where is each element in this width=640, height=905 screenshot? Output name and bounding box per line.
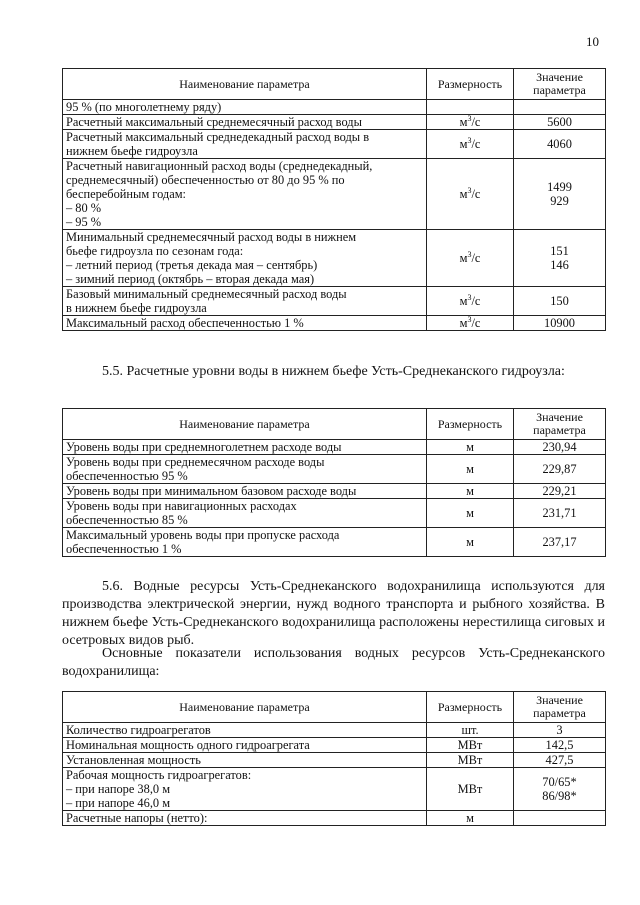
table-row bbox=[63, 316, 606, 331]
unit-base: м bbox=[466, 811, 474, 825]
param-value bbox=[514, 768, 606, 811]
header-value bbox=[514, 409, 606, 440]
param-name-line: бьефе гидроузла по сезонам года: bbox=[66, 244, 244, 258]
param-value-line: 229,87 bbox=[542, 462, 577, 476]
param-name-line: Уровень воды при минимальном базовом расходе воды bbox=[66, 484, 357, 498]
header-unit: Размерность bbox=[427, 409, 514, 440]
unit-base: м bbox=[466, 535, 474, 549]
unit-suffix: /с bbox=[471, 316, 481, 330]
param-value-line: 427,5 bbox=[545, 753, 574, 767]
unit-base: м bbox=[459, 316, 468, 330]
unit-base: м bbox=[459, 251, 468, 265]
param-value-line: 237,17 bbox=[542, 535, 577, 549]
table-row bbox=[63, 115, 606, 130]
param-name bbox=[63, 723, 427, 738]
param-value-line: 5600 bbox=[547, 115, 572, 129]
param-name-line: 95 % (по многолетнему ряду) bbox=[66, 100, 222, 114]
param-value-line: 150 bbox=[550, 294, 569, 308]
param-value-line: 230,94 bbox=[542, 440, 577, 454]
table-row bbox=[63, 528, 606, 557]
param-unit bbox=[427, 455, 514, 484]
header-value-line2: параметра bbox=[533, 706, 586, 720]
table-row bbox=[63, 753, 606, 768]
param-value bbox=[514, 159, 606, 230]
param-name-line: Рабочая мощность гидроагрегатов: bbox=[66, 768, 252, 782]
param-name bbox=[63, 768, 427, 811]
param-name-line: – при напоре 46,0 м bbox=[66, 796, 171, 810]
unit-base: м bbox=[466, 462, 474, 476]
param-unit bbox=[427, 499, 514, 528]
param-unit bbox=[427, 811, 514, 826]
param-name bbox=[63, 499, 427, 528]
table-row bbox=[63, 484, 606, 499]
unit-base: МВт bbox=[457, 753, 483, 767]
param-name-line: обеспеченностью 85 % bbox=[66, 513, 188, 527]
param-unit bbox=[427, 768, 514, 811]
param-unit bbox=[427, 484, 514, 499]
table-row bbox=[63, 723, 606, 738]
unit-base: м bbox=[466, 440, 474, 454]
header-value-line2: параметра bbox=[533, 423, 586, 437]
param-value-line: 142,5 bbox=[545, 738, 574, 752]
param-name-line: бесперебойным годам: bbox=[66, 187, 186, 201]
param-name-line: Уровень воды при среднемесячном расходе воды bbox=[66, 455, 325, 469]
param-value bbox=[514, 753, 606, 768]
param-value bbox=[514, 528, 606, 557]
param-name bbox=[63, 115, 427, 130]
water-use-indicators-table bbox=[62, 691, 606, 826]
unit-base: м bbox=[459, 187, 468, 201]
unit-superscript: 3 bbox=[467, 249, 472, 259]
table-header-row bbox=[63, 409, 606, 440]
param-value-line: 151 bbox=[550, 244, 569, 258]
param-name-line: – зимний период (октябрь – вторая декада мая) bbox=[66, 272, 315, 286]
header-value-line2: параметра bbox=[533, 83, 586, 97]
param-value bbox=[514, 738, 606, 753]
param-name-line: – 80 % bbox=[66, 201, 102, 215]
param-unit bbox=[427, 440, 514, 455]
param-unit bbox=[427, 528, 514, 557]
param-unit bbox=[427, 287, 514, 316]
header-name: Наименование параметра bbox=[63, 69, 427, 100]
unit-base: МВт bbox=[457, 782, 483, 796]
param-value bbox=[514, 484, 606, 499]
param-unit bbox=[427, 723, 514, 738]
param-unit bbox=[427, 316, 514, 331]
header-unit: Размерность bbox=[427, 692, 514, 723]
param-name-line: – летний период (третья декада мая – сентябрь) bbox=[66, 258, 318, 272]
param-name-line: Расчетные напоры (нетто): bbox=[66, 811, 208, 825]
param-name-line: Количество гидроагрегатов bbox=[66, 723, 211, 737]
unit-base: м bbox=[466, 484, 474, 498]
table-row bbox=[63, 499, 606, 528]
header-value-line1: Значение bbox=[536, 410, 583, 424]
param-name bbox=[63, 316, 427, 331]
param-name-line: Расчетный навигационный расход воды (среднедекадный, bbox=[66, 159, 373, 173]
param-unit bbox=[427, 100, 514, 115]
param-value bbox=[514, 499, 606, 528]
param-value-line: 4060 bbox=[547, 137, 572, 151]
param-name-line: Расчетный максимальный среднемесячный расход воды bbox=[66, 115, 362, 129]
table-row bbox=[63, 130, 606, 159]
unit-base: м bbox=[466, 506, 474, 520]
param-name-line: Номинальная мощность одного гидроагрегата bbox=[66, 738, 310, 752]
unit-superscript: 3 bbox=[467, 292, 472, 302]
table-row bbox=[63, 455, 606, 484]
param-name bbox=[63, 528, 427, 557]
header-unit: Размерность bbox=[427, 69, 514, 100]
unit-base: МВт bbox=[457, 738, 483, 752]
param-name-line: Уровень воды при навигационных расходах bbox=[66, 499, 297, 513]
param-value bbox=[514, 130, 606, 159]
param-value-line: 929 bbox=[550, 194, 569, 208]
header-value-line1: Значение bbox=[536, 693, 583, 707]
table-row bbox=[63, 768, 606, 811]
param-value bbox=[514, 287, 606, 316]
unit-suffix: /с bbox=[471, 137, 481, 151]
unit-superscript: 3 bbox=[467, 135, 472, 145]
water-discharge-table bbox=[62, 68, 606, 331]
table-row bbox=[63, 811, 606, 826]
param-name bbox=[63, 130, 427, 159]
param-value bbox=[514, 455, 606, 484]
param-name-line: Уровень воды при среднемноголетнем расходе воды bbox=[66, 440, 342, 454]
param-name-line: Установленная мощность bbox=[66, 753, 201, 767]
param-name bbox=[63, 230, 427, 287]
unit-base: м bbox=[459, 137, 468, 151]
param-value-line: 231,71 bbox=[542, 506, 577, 520]
param-name-line: нижнем бьефе гидроузла bbox=[66, 144, 198, 158]
param-value bbox=[514, 115, 606, 130]
param-value bbox=[514, 440, 606, 455]
param-name-line: обеспеченностью 95 % bbox=[66, 469, 188, 483]
table-row bbox=[63, 230, 606, 287]
param-name bbox=[63, 811, 427, 826]
param-value-line: 3 bbox=[556, 723, 563, 737]
section-5-6-text: 5.6. Водные ресурсы Усть-Среднеканского водохранилища используются для производства электрической энергии, нужд водного транспорта и рыбного хозяйства. В нижнем бьефе Усть-Среднеканского водохранилища расположены нерестилища сиговых и осетровых видов рыб. bbox=[62, 579, 605, 648]
param-name bbox=[63, 287, 427, 316]
param-name-line: Базовый минимальный среднемесячный расход воды bbox=[66, 287, 347, 301]
param-value-line: 229,21 bbox=[542, 484, 577, 498]
unit-suffix: /с bbox=[471, 187, 481, 201]
param-name-line: – 95 % bbox=[66, 215, 102, 229]
param-name-line: в нижнем бьефе гидроузла bbox=[66, 301, 207, 315]
header-value bbox=[514, 69, 606, 100]
param-value bbox=[514, 230, 606, 287]
param-name bbox=[63, 738, 427, 753]
section-5-5-text: 5.5. Расчетные уровни воды в нижнем бьефе Усть-Среднеканского гидроузла: bbox=[102, 364, 565, 379]
header-value-line1: Значение bbox=[536, 70, 583, 84]
param-value-line: 146 bbox=[550, 258, 569, 272]
unit-superscript: 3 bbox=[467, 314, 472, 324]
param-name bbox=[63, 753, 427, 768]
param-unit bbox=[427, 753, 514, 768]
unit-suffix: /с bbox=[471, 115, 481, 129]
param-value-line: 70/65* bbox=[542, 775, 577, 789]
param-value bbox=[514, 723, 606, 738]
param-name bbox=[63, 100, 427, 115]
param-name-line: Максимальный расход обеспеченностью 1 % bbox=[66, 316, 304, 330]
unit-suffix: /с bbox=[471, 294, 481, 308]
param-name bbox=[63, 455, 427, 484]
table-row bbox=[63, 100, 606, 115]
unit-suffix: /с bbox=[471, 251, 481, 265]
param-value-line: 86/98* bbox=[542, 789, 577, 803]
param-name bbox=[63, 484, 427, 499]
param-name bbox=[63, 159, 427, 230]
param-unit bbox=[427, 130, 514, 159]
header-name: Наименование параметра bbox=[63, 692, 427, 723]
unit-base: шт. bbox=[461, 723, 479, 737]
param-name-line: обеспеченностью 1 % bbox=[66, 542, 182, 556]
param-name-line: – при напоре 38,0 м bbox=[66, 782, 171, 796]
unit-superscript: 3 bbox=[467, 185, 472, 195]
param-unit bbox=[427, 115, 514, 130]
param-value bbox=[514, 100, 606, 115]
table-row bbox=[63, 440, 606, 455]
param-unit bbox=[427, 159, 514, 230]
water-levels-table bbox=[62, 408, 606, 557]
param-name-line: среднемесячный) обеспеченностью от 80 до 95 % по bbox=[66, 173, 345, 187]
param-value bbox=[514, 811, 606, 826]
table-row bbox=[63, 287, 606, 316]
param-value-line: 1499 bbox=[547, 180, 572, 194]
param-name-line: Максимальный уровень воды при пропуске расхода bbox=[66, 528, 340, 542]
unit-base: м bbox=[459, 294, 468, 308]
table-header-row bbox=[63, 692, 606, 723]
param-unit bbox=[427, 230, 514, 287]
param-name-line: Минимальный среднемесячный расход воды в нижнем bbox=[66, 230, 357, 244]
table-row bbox=[63, 159, 606, 230]
unit-base: м bbox=[459, 115, 468, 129]
header-name: Наименование параметра bbox=[63, 409, 427, 440]
param-unit bbox=[427, 738, 514, 753]
param-name bbox=[63, 440, 427, 455]
page-number: 10 bbox=[586, 34, 599, 49]
table-header-row bbox=[63, 69, 606, 100]
param-value bbox=[514, 316, 606, 331]
param-value-line: 10900 bbox=[544, 316, 575, 330]
param-name-line: Расчетный максимальный среднедекадный расход воды в bbox=[66, 130, 370, 144]
section-5-6-continuation: Основные показатели использования водных ресурсов Усть-Среднеканского водохранилища: bbox=[62, 646, 605, 679]
unit-superscript: 3 bbox=[467, 113, 472, 123]
header-value bbox=[514, 692, 606, 723]
table-row bbox=[63, 738, 606, 753]
